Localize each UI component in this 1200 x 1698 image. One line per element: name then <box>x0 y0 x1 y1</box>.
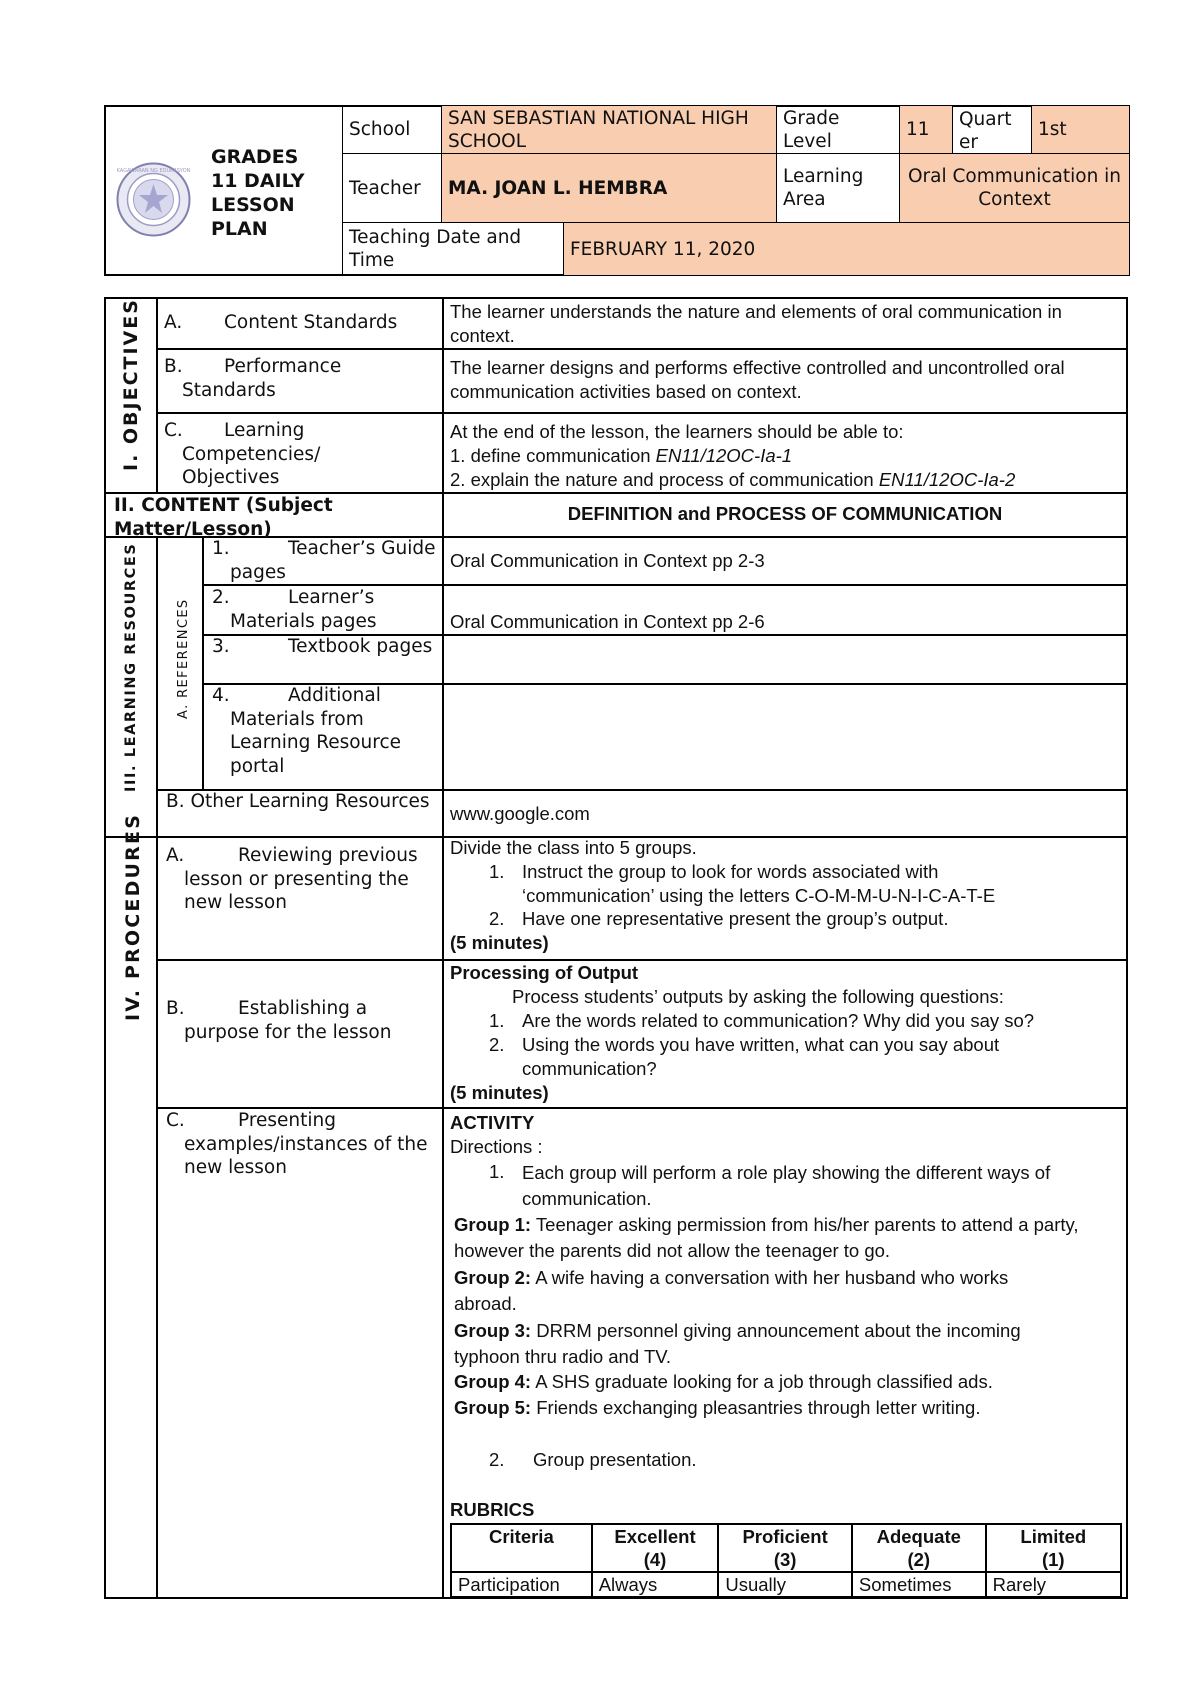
header-table <box>104 105 1128 276</box>
procedure-a-intro: Divide the class into 5 groups. <box>450 837 697 858</box>
learning-resources-section-label: III. LEARNING RESOURCES <box>123 542 139 792</box>
svg-text:KAGAWARAN NG EDUKASYON: KAGAWARAN NG EDUKASYON <box>116 168 191 174</box>
procedure-b-item1: Are the words related to communication? Why did you say so? <box>522 1010 1035 1031</box>
procedure-b-item2-num: 2. <box>489 1034 505 1055</box>
group-2: Group 2: A wife having a conversation with her husband who works abroad. <box>454 1267 1009 1314</box>
school-value: SAN SEBASTIAN NATIONAL HIGH SCHOOL <box>441 105 777 154</box>
procedure-b-letter: B. <box>166 998 185 1019</box>
objective-a-letter: A. <box>164 312 183 333</box>
procedure-b-title: Processing of Output <box>450 962 639 983</box>
rubric-header-criteria: Criteria <box>451 1524 592 1572</box>
procedures-section-label: IV. PROCEDURES <box>122 812 144 1021</box>
rubric-cell: Participation <box>451 1572 592 1597</box>
procedure-a-time: (5 minutes) <box>450 932 549 953</box>
teaching-date-value: FEBRUARY 11, 2020 <box>563 222 1130 276</box>
grade-level-label: Grade Level <box>776 105 900 154</box>
learners-materials-label: Learner’s Materials pages <box>230 587 377 632</box>
activity-item1-num: 1. <box>489 1161 505 1182</box>
plan-title: GRADES 11 DAILY LESSON PLAN <box>211 146 305 240</box>
deped-seal-logo <box>116 162 191 237</box>
group-3: Group 3: DRRM personnel giving announcement about the incoming typhoon thru radio and TV. <box>454 1320 1021 1367</box>
objectives-section-label: I. OBJECTIVES <box>120 298 142 471</box>
teacher-value: MA. JOAN L. HEMBRA <box>441 153 777 223</box>
presenting-examples-label: Presenting examples/instances of the new lesson <box>184 1110 428 1178</box>
reference-2-num: 2. <box>212 587 230 608</box>
school-label: School <box>342 105 442 154</box>
activity-item2-num: 2. <box>489 1449 505 1470</box>
teaching-date-label: Teaching Date and Time <box>342 222 564 276</box>
content-standards-text: The learner understands the nature and elements of oral communication in context. <box>450 301 1062 346</box>
procedure-b-intro: Process students’ outputs by asking the following questions: <box>512 986 1004 1007</box>
group-5: Group 5: Friends exchanging pleasantries through letter writing. <box>454 1397 981 1418</box>
quarter-value: 1st <box>1031 105 1130 154</box>
content-label: II. CONTENT (Subject Matter/Lesson) <box>114 495 333 540</box>
lesson-plan-table <box>104 297 1128 1599</box>
rubric-header-limited: Limited (1) <box>986 1524 1121 1572</box>
quarter-label: Quarter <box>952 105 1032 154</box>
rubrics-row <box>451 1572 1121 1597</box>
rubric-cell: Rarely <box>986 1572 1121 1597</box>
reference-3-num: 3. <box>212 636 230 657</box>
learning-area-label: Learning Area <box>776 153 900 223</box>
other-resources-label: B. Other Learning Resources <box>166 791 430 812</box>
activity-title: ACTIVITY <box>450 1112 535 1133</box>
procedure-b-item1-num: 1. <box>489 1010 505 1031</box>
reference-1-num: 1. <box>212 538 230 559</box>
learning-area-value: Oral Communication in Context <box>899 153 1130 223</box>
group-1: Group 1: Teenager asking permission from his/her parents to attend a party, however the parents did not allow the teenager to go. <box>454 1214 1079 1261</box>
rubrics-table <box>450 1523 1122 1598</box>
other-resources-value: www.google.com <box>450 803 590 824</box>
reviewing-lesson-label: Reviewing previous lesson or presenting the new lesson <box>184 845 418 913</box>
procedure-b-item2: Using the words you have written, what can you say about communication? <box>522 1034 1000 1079</box>
activity-item1: Each group will perform a role play showing the different ways of communication. <box>522 1162 1051 1209</box>
procedure-a-item1-num: 1. <box>489 861 505 882</box>
rubric-header-adequate: Adequate (2) <box>852 1524 986 1572</box>
content-value: DEFINITION and PROCESS OF COMMUNICATION <box>567 503 1003 524</box>
objective-b-letter: B. <box>164 356 183 377</box>
additional-materials-label: Additional Materials from Learning Resource portal <box>230 685 402 777</box>
learning-competencies-intro: At the end of the lesson, the learners should be able to: <box>450 421 904 442</box>
rubric-cell: Sometimes <box>852 1572 986 1597</box>
objective-c-letter: C. <box>164 420 183 441</box>
procedure-c-letter: C. <box>166 1110 185 1131</box>
competency-2: 2. explain the nature and process of communication EN11/12OC-Ia-2 <box>450 469 1016 490</box>
performance-standards-label: Performance Standards <box>182 356 342 401</box>
procedure-a-item1: Instruct the group to look for words associated with ‘communication’ using the letters C-O-M-M-U-N-I-C-A-T-E <box>522 861 996 906</box>
teachers-guide-value: Oral Communication in Context pp 2-3 <box>450 550 765 571</box>
competency-1: 1. define communication EN11/12OC-Ia-1 <box>450 445 793 466</box>
group-4: Group 4: A SHS graduate looking for a job through classified ads. <box>454 1371 993 1392</box>
procedure-a-item2-num: 2. <box>489 908 505 929</box>
rubric-cell: Always <box>592 1572 719 1597</box>
procedure-a-letter: A. <box>166 845 185 866</box>
content-standards-label: Content Standards <box>224 312 398 333</box>
procedure-a-item2: Have one representative present the group’s output. <box>522 908 949 929</box>
references-label: A. REFERENCES <box>176 598 191 719</box>
rubrics-header-row <box>451 1524 1121 1572</box>
grade-level-value: 11 <box>899 105 953 154</box>
textbook-pages-label: Textbook pages <box>288 636 433 657</box>
rubric-header-proficient: Proficient (3) <box>718 1524 852 1572</box>
establishing-purpose-label: Establishing a purpose for the lesson <box>184 998 392 1043</box>
learners-materials-value: Oral Communication in Context pp 2-6 <box>450 611 765 632</box>
teachers-guide-label: Teacher’s Guide pages <box>230 538 436 583</box>
teacher-label: Teacher <box>342 153 442 223</box>
learning-competencies-label: Learning Competencies/ Objectives <box>182 420 321 488</box>
performance-standards-text: The learner designs and performs effective controlled and uncontrolled oral communication activities based on context. <box>450 357 1065 402</box>
activity-item2: Group presentation. <box>533 1449 697 1470</box>
rubric-cell: Usually <box>718 1572 852 1597</box>
activity-directions: Directions : <box>450 1136 543 1157</box>
procedure-b-time: (5 minutes) <box>450 1082 549 1103</box>
rubric-header-excellent: Excellent (4) <box>592 1524 719 1572</box>
rubrics-title: RUBRICS <box>450 1499 535 1520</box>
reference-4-num: 4. <box>212 685 230 706</box>
